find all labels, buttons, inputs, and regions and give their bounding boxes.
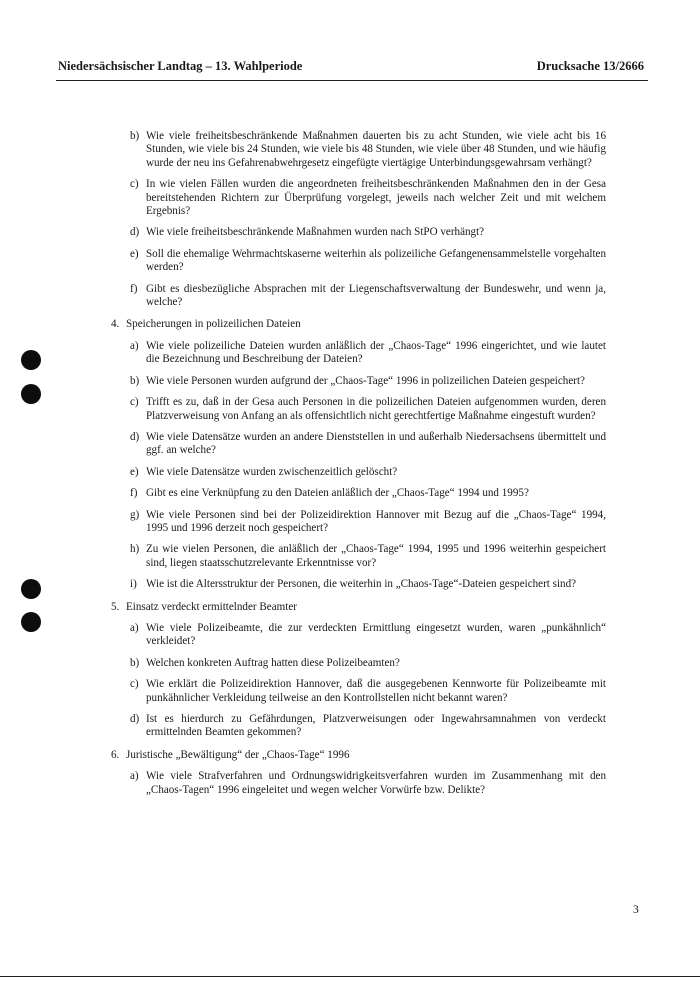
list-item xyxy=(58,130,648,170)
list-item xyxy=(58,396,648,423)
page-header-left: Niedersächsischer Landtag – 13. Wahlperiode xyxy=(58,59,303,73)
punch-hole xyxy=(21,612,41,632)
item-text: Gibt es diesbezügliche Absprachen mit der Liegenschaftsverwaltung der Bundeswehr, und wenn ja, welche? xyxy=(146,282,606,309)
item-text: Wie viele Strafverfahren und Ordnungswidrigkeitsverfahren wurden im Zusammenhang mit den „Chaos-Tagen“ 1996 eingeleitet und wegen welcher Vorwürfe bzw. Delikte? xyxy=(146,770,606,796)
item-label: f) xyxy=(130,282,138,295)
page-number: 3 xyxy=(633,904,639,916)
item-label: c) xyxy=(130,678,139,691)
item-text: Wie viele Personen wurden aufgrund der „Chaos-Tage“ 1996 in polizeilichen Dateien gespeichert? xyxy=(146,374,585,387)
item-label: i) xyxy=(130,578,137,591)
item-text: Wie viele polizeiliche Dateien wurden anläßlich der „Chaos-Tage“ 1996 eingerichtet, und wie lautet die Bezeichnung und Beschreibung der Dateien? xyxy=(146,339,606,366)
item-label: a) xyxy=(130,339,139,352)
section-number: 6. xyxy=(111,748,120,761)
header-rule xyxy=(56,80,648,81)
item-text: Trifft es zu, daß in der Gesa auch Personen in die polizeilichen Dateien aufgenommen wurden, deren Platzverweisung von Anfang an als offensichtlich nicht gerechtfertige Maßnahme eingestuft wurden? xyxy=(146,396,606,422)
list-item xyxy=(58,578,648,591)
item-text: Wie viele Datensätze wurden an andere Dienststellen in und außerhalb Niedersachsens übermittelt und ggf. an welche? xyxy=(146,430,606,457)
bottom-rule xyxy=(0,976,700,977)
section-number: 5. xyxy=(111,600,120,613)
section-title: Juristische „Bewältigung“ der „Chaos-Tage“ 1996 xyxy=(126,748,350,761)
item-text: Wie ist die Altersstruktur der Personen, die weiterhin in „Chaos-Tage“-Dateien gespeichert sind? xyxy=(146,578,577,591)
list-item xyxy=(58,375,648,388)
item-label: c) xyxy=(130,178,139,191)
section-heading xyxy=(58,749,648,762)
item-label: e) xyxy=(130,465,139,478)
item-text: Zu wie vielen Personen, die anläßlich der „Chaos-Tage“ 1994, 1995 und 1996 weiterhin gespeichert sind, liegen staatsschutzrelevante Erkenntnisse vor? xyxy=(146,543,606,569)
item-text: Welchen konkreten Auftrag hatten diese Polizeibeamten? xyxy=(146,656,400,669)
item-text: Wie viele Personen sind bei der Polizeidirektion Hannover mit Bezug auf die „Chaos-Tage“ 1994, 1995 und 1996 derzeit noch gespeichert? xyxy=(146,508,606,534)
list-item xyxy=(58,283,648,310)
list-item xyxy=(58,713,648,740)
list-item xyxy=(58,509,648,536)
item-text: Wie viele Datensätze wurden zwischenzeitlich gelöscht? xyxy=(146,465,398,478)
item-label: e) xyxy=(130,247,139,260)
item-label: f) xyxy=(130,487,138,500)
list-item xyxy=(58,178,648,218)
item-text: Wie viele freiheitsbeschränkende Maßnahmen dauerten bis zu acht Stunden, wie viele acht bis 16 Stunden, wie viele bis 24 Stunden, wie viele bis 48 Stunden, wie viele über 48 Stunden, und wie häufig wurde der neu ins Gefahrenabwehrgesetz eingefügte viertägige Unterbindungsgewahrsam verhängt? xyxy=(146,130,606,169)
section-heading xyxy=(58,601,648,614)
item-label: a) xyxy=(130,621,139,634)
list-item xyxy=(58,431,648,458)
list-item xyxy=(58,248,648,275)
list-item xyxy=(58,657,648,670)
list-item xyxy=(58,770,648,797)
item-text: Wie erklärt die Polizeidirektion Hannover, daß die ausgegebenen Kennworte für Polizeibeamte mit punkähnlicher Verkleidung teilweise an den Kontrollstellen nicht bekannt waren? xyxy=(146,678,606,704)
item-label: a) xyxy=(130,770,139,783)
page-header-right: Drucksache 13/2666 xyxy=(536,59,644,73)
item-label: d) xyxy=(130,430,140,443)
item-label: b) xyxy=(130,656,140,669)
list-item xyxy=(58,543,648,570)
list-item xyxy=(58,487,648,500)
item-label: b) xyxy=(130,374,140,387)
document-body xyxy=(58,130,648,805)
item-label: h) xyxy=(130,543,140,556)
item-label: d) xyxy=(130,713,140,725)
item-text: Ist es hierdurch zu Gefährdungen, Platzverweisungen oder Ingewahrsamnahmen von verdeckt ermittelnden Beamten gekommen? xyxy=(146,713,606,739)
list-item xyxy=(58,466,648,479)
item-text: Gibt es eine Verknüpfung zu den Dateien anläßlich der „Chaos-Tage“ 1994 und 1995? xyxy=(146,487,529,500)
list-item xyxy=(58,340,648,367)
punch-hole xyxy=(21,579,41,599)
item-text: In wie vielen Fällen wurden die angeordneten freiheitsbeschränkenden Maßnahmen den in der Gesa bereitstehenden Richtern zur Überprüfung vorgelegt, jeweils nach welcher Zeit und mit welchem Ergebnis? xyxy=(146,178,606,218)
section-number: 4. xyxy=(111,318,120,331)
item-text: Soll die ehemalige Wehrmachtskaserne weiterhin als polizeiliche Gefangenensammelstelle vorgehalten werden? xyxy=(146,247,606,274)
item-label: d) xyxy=(130,226,140,239)
list-item xyxy=(58,622,648,649)
section-heading xyxy=(58,318,648,331)
section-title: Einsatz verdeckt ermittelnder Beamter xyxy=(126,600,297,613)
item-label: g) xyxy=(130,508,140,521)
section-title: Speicherungen in polizeilichen Dateien xyxy=(126,318,301,331)
punch-hole xyxy=(21,384,41,404)
item-label: c) xyxy=(130,396,139,409)
item-text: Wie viele freiheitsbeschränkende Maßnahmen wurden nach StPO verhängt? xyxy=(146,226,485,239)
list-item xyxy=(58,678,648,705)
list-item xyxy=(58,226,648,239)
item-text: Wie viele Polizeibeamte, die zur verdeckten Ermittlung eingesetzt wurden, waren „punkähnlich“ verkleidet? xyxy=(146,621,606,648)
item-label: b) xyxy=(130,130,140,142)
punch-hole xyxy=(21,350,41,370)
